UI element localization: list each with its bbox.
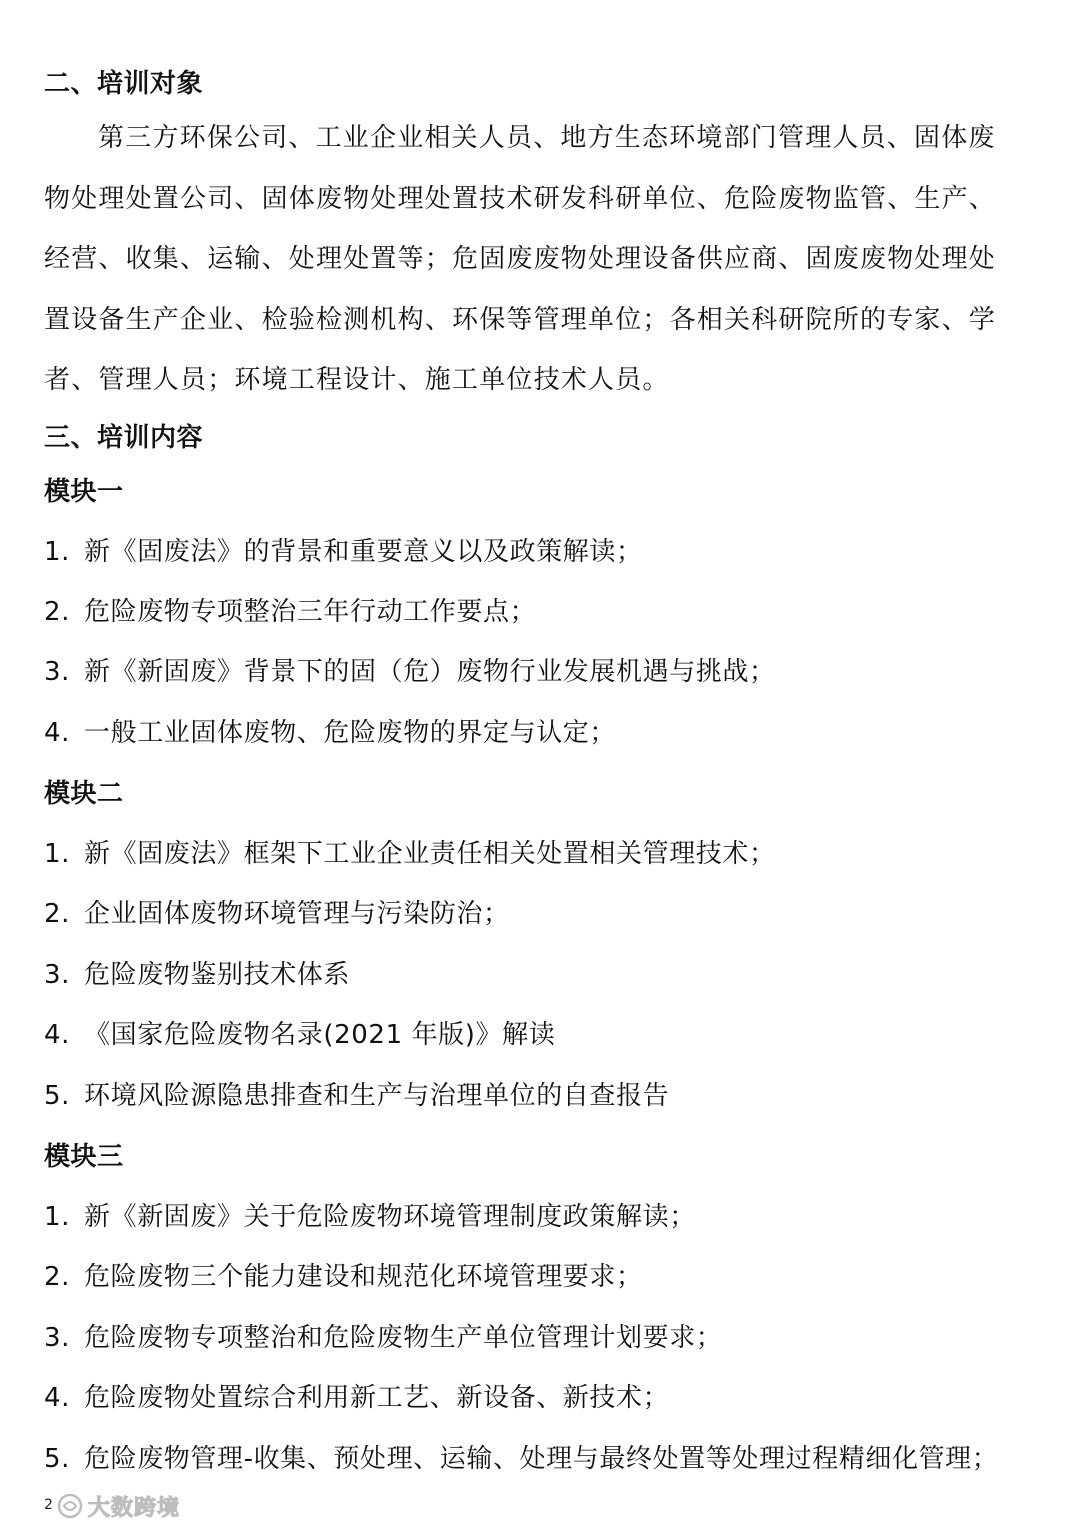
item-text: 危险废物管理-收集、预处理、运输、处理与最终处置等处理过程精细化管理； xyxy=(84,1444,999,1474)
page-number: 2 xyxy=(44,1497,53,1513)
item-number: 4. xyxy=(44,1383,71,1413)
item-number: 1. xyxy=(44,839,71,869)
list-item xyxy=(44,1318,722,1358)
training-audience-paragraph xyxy=(44,108,1024,411)
item-text: 一般工业固体废物、危险废物的界定与认定； xyxy=(84,718,617,748)
list-item xyxy=(44,652,776,692)
module-title: 模块一 xyxy=(44,477,124,507)
paragraph-line: 物处理处置公司、固体废物处理处置技术研发科研单位、危险废物监管、生产、 xyxy=(44,183,997,214)
item-text: 危险废物三个能力建设和规范化环境管理要求； xyxy=(84,1262,643,1292)
paragraph-line: 置设备生产企业、检验检测机构、环保等管理单位；各相关科研院所的专家、学 xyxy=(44,304,997,335)
item-number: 2. xyxy=(44,1262,71,1292)
item-text: 新《新固废》背景下的固（危）废物行业发展机遇与挑战； xyxy=(84,657,776,687)
item-number: 2. xyxy=(44,899,71,929)
item-number: 4. xyxy=(44,1020,71,1050)
item-number: 1. xyxy=(44,537,71,567)
item-number: 3. xyxy=(44,960,71,990)
item-number: 2. xyxy=(44,597,71,627)
item-text: 《国家危险废物名录(2021 年版)》解读 xyxy=(84,1020,556,1050)
paragraph-line: 经营、收集、运输、处理处置等；危固废废物处理设备供应商、固废废物处理处 xyxy=(44,244,997,274)
list-item xyxy=(44,1076,669,1116)
list-item xyxy=(44,834,776,874)
section-heading-training-audience: 二、培训对象 xyxy=(44,69,204,99)
list-item xyxy=(44,713,616,753)
module-title: 模块二 xyxy=(44,779,124,809)
item-number: 1. xyxy=(44,1202,71,1232)
item-number: 4. xyxy=(44,718,71,748)
item-number: 3. xyxy=(44,1323,71,1353)
module-title: 模块三 xyxy=(44,1142,124,1172)
item-text: 新《新固废》关于危险废物环境管理制度政策解读； xyxy=(84,1202,696,1232)
item-number: 5. xyxy=(44,1444,71,1474)
list-item xyxy=(44,894,510,934)
item-text: 企业固体废物环境管理与污染防治； xyxy=(84,899,510,929)
item-text: 危险废物处置综合利用新工艺、新设备、新技术； xyxy=(84,1383,670,1413)
item-text: 环境风险源隐患排查和生产与治理单位的自查报告 xyxy=(84,1081,670,1111)
list-item xyxy=(44,1378,669,1418)
section-heading-training-content: 三、培训内容 xyxy=(44,423,204,453)
list-item xyxy=(44,1257,643,1297)
item-text: 危险废物鉴别技术体系 xyxy=(84,960,351,990)
item-text: 新《固废法》的背景和重要意义以及政策解读； xyxy=(84,537,643,567)
list-item xyxy=(44,532,643,572)
list-item xyxy=(44,955,350,995)
paragraph-line: 者、管理人员；环境工程设计、施工单位技术人员。 xyxy=(44,365,670,395)
watermark xyxy=(56,1490,180,1522)
list-item xyxy=(44,1439,998,1479)
item-text: 危险废物专项整治和危险废物生产单位管理计划要求； xyxy=(84,1323,723,1353)
item-text: 新《固废法》框架下工业企业责任相关处置相关管理技术； xyxy=(84,839,776,869)
watermark-text: 大数跨境 xyxy=(88,1495,181,1521)
item-number: 5. xyxy=(44,1081,71,1111)
brand-logo-icon xyxy=(56,1492,84,1520)
item-text: 危险废物专项整治三年行动工作要点； xyxy=(84,597,537,627)
paragraph-line: 第三方环保公司、工业企业相关人员、地方生态环境部门管理人员、固体废 xyxy=(98,123,996,153)
list-item xyxy=(44,1015,555,1055)
list-item xyxy=(44,592,536,632)
list-item xyxy=(44,1197,696,1237)
item-number: 3. xyxy=(44,657,71,687)
